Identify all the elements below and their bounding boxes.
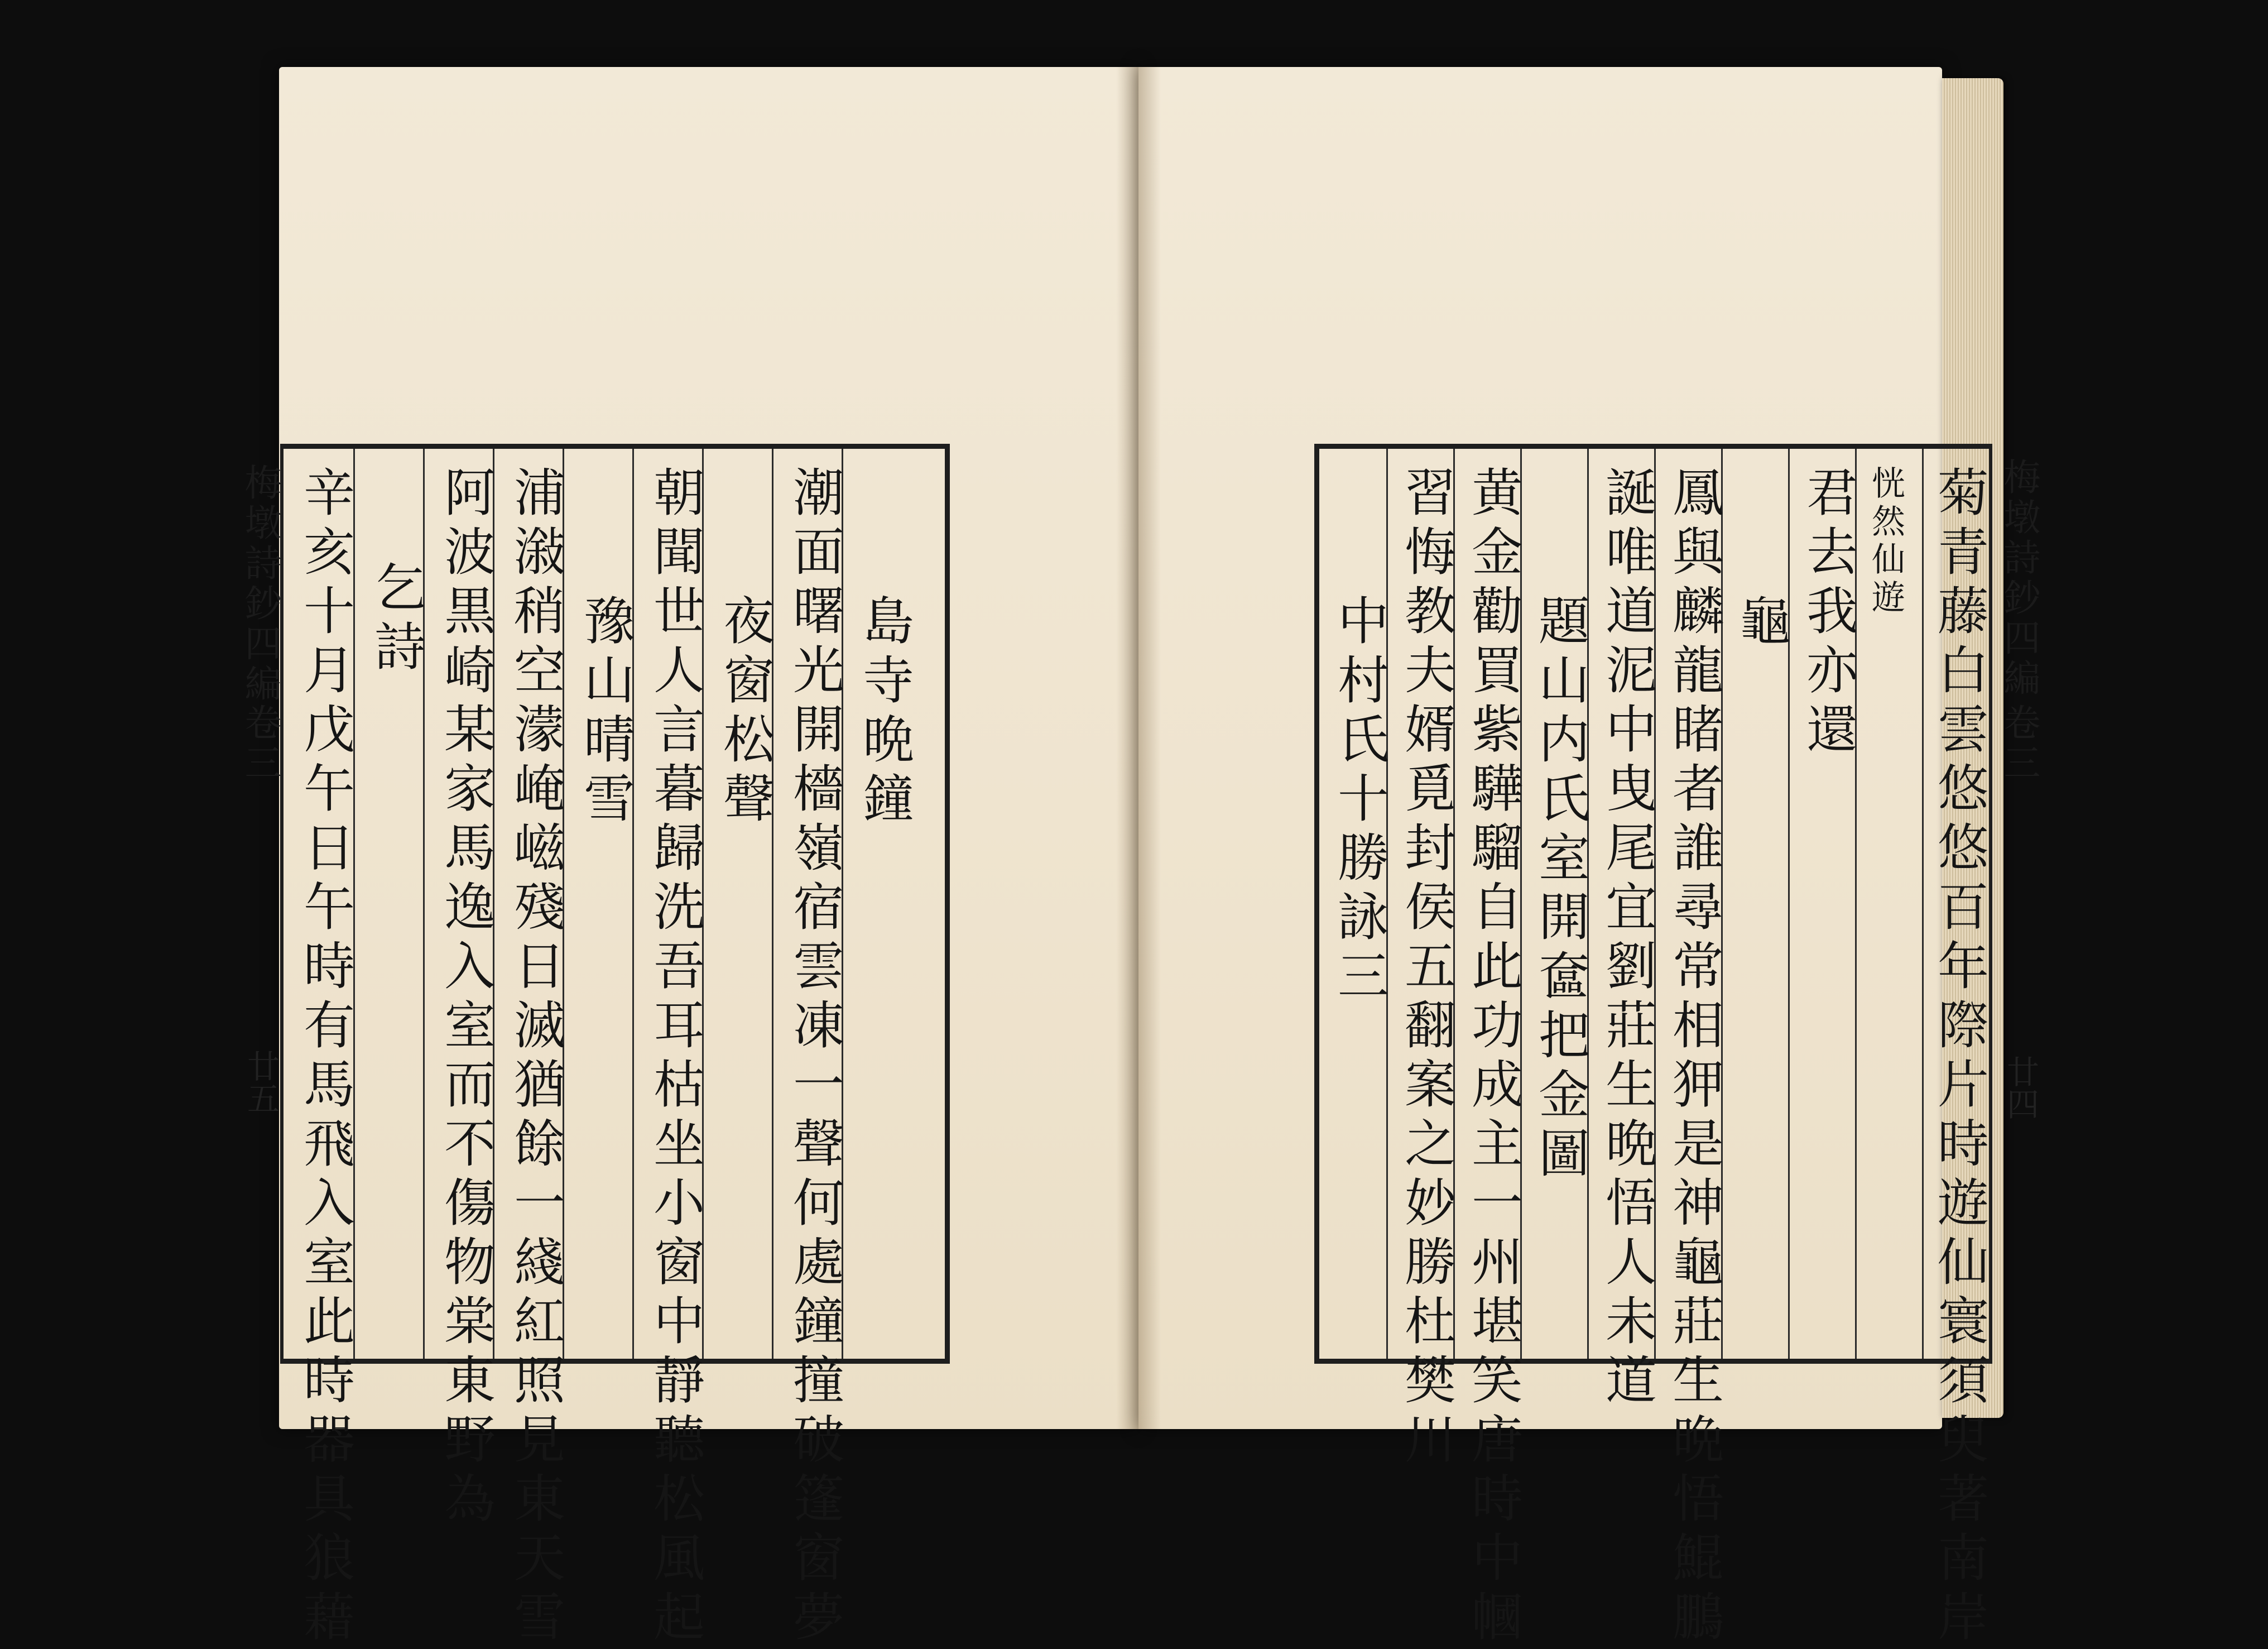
poem-line: 鳳與麟龍睹者誰尋常相狎是神龜莊生晩悟鯤鵬 — [1664, 466, 1724, 1649]
poem-line: 習悔教夫婿覓封侯五翻案之妙勝杜樊川 — [1396, 466, 1456, 1471]
book-gutter — [1116, 67, 1161, 1429]
poem-line: 浦潊稍空濛崦嵫殘日滅猶餘一綫紅照見東天雪 — [506, 466, 565, 1649]
left-page-number: 廿五 — [242, 1049, 280, 1114]
poem-line: 朝聞世人言暮歸洗吾耳枯坐小窗中靜聽松風起 — [645, 466, 705, 1649]
poem-title: 夜窗松聲 — [715, 594, 775, 831]
left-margin-volume: 卷三 — [238, 703, 281, 784]
poem-title: 豫山晴雪 — [575, 594, 635, 831]
left-text-frame — [280, 444, 950, 1649]
poem-preface: 阿波黒崎某家馬逸入室而不傷物棠東野為 — [436, 466, 496, 1531]
poem-preface: 辛亥十月戊午日午時有馬飛入室此時器具狼藉 — [295, 466, 355, 1649]
poem-preface: 乞詩 — [366, 560, 426, 679]
right-margin-volume: 卷三 — [1997, 703, 2040, 784]
left-margin-title: 梅墩詩鈔四編 — [238, 463, 281, 704]
column-rule — [772, 449, 773, 1359]
right-page-number: 廿四 — [2001, 1055, 2039, 1120]
poem-line: 誕唯道泥中曳尾宜劉莊生晩悟人未道 — [1597, 466, 1657, 1412]
poem-title: 島寺晩鐘 — [854, 594, 914, 831]
poem-line: 菊青藤白雲悠悠百年際片時遊仙寰須臾著南岸 — [1929, 466, 1989, 1649]
poem-title: 題山内氏室開奩把金圖 — [1530, 594, 1590, 1186]
poem-line: 潮面曙光開檣嶺宿雲凍一聲何處鐘撞破篷窗夢 — [785, 466, 844, 1649]
poem-title: 中村氏十勝詠三 — [1329, 594, 1389, 1008]
column-rule — [1922, 449, 1924, 1359]
poem-annotation: 恍然仙遊 — [1866, 466, 1905, 617]
column-rule — [632, 449, 634, 1359]
right-text-frame — [1314, 444, 1992, 1649]
right-margin-title: 梅墩詩鈔四編 — [1997, 458, 2040, 699]
poem-line: 黄金勸買紫驊騮自此功成主一州堪笑唐時中幗 — [1463, 466, 1523, 1649]
poem-line: 君去我亦還 — [1798, 466, 1858, 761]
column-rule — [1788, 449, 1790, 1359]
poem-title: 龜 — [1731, 594, 1791, 653]
